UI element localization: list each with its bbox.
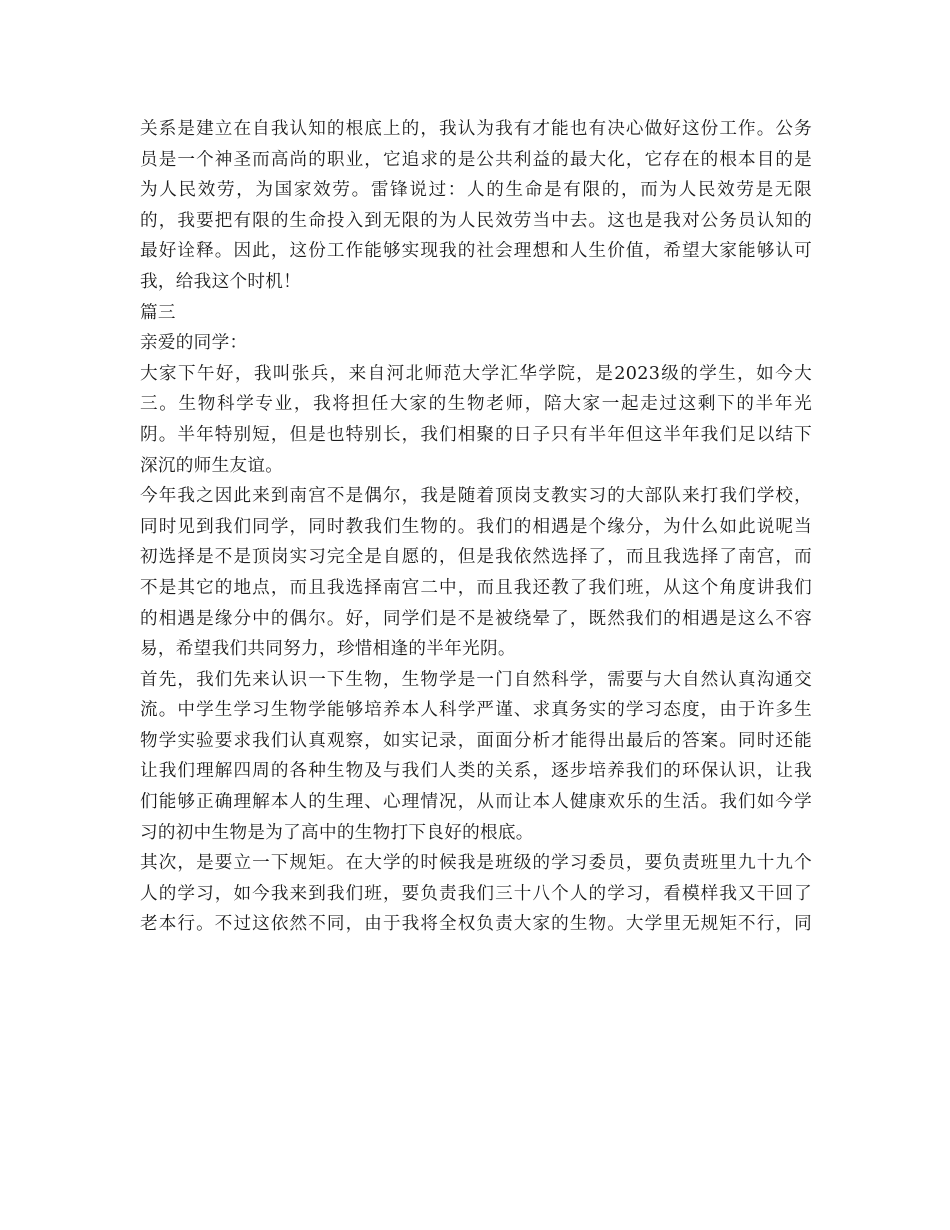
text-line: 关系是建立在自我认知的根底上的，我认为我有才能也有决心做好这份工作。公务 [140,119,812,139]
text-line: 最好诠释。因此，这份工作能够实现我的社会理想和人生价值，希望大家能够认可 [140,241,812,262]
text-line: 老本行。不过这依然不同，由于我将全权负责大家的生物。大学里无规矩不行，同 [140,914,812,935]
text-line: 其次，是要立一下规矩。在大学的时候我是班级的学习委员，要负责班里九十九个 [140,853,812,874]
text-line: 阴。半年特别短，但是也特别长，我们相聚的日子只有半年但这半年我们足以结下 [140,424,812,445]
text-line: 人的学习，如今我来到我们班，要负责我们三十八个人的学习，看模样我又干回了 [140,883,812,904]
text-line: 大家下午好，我叫张兵，来自河北师范大学汇华学院，是2023级的学生，如今大 [140,363,812,384]
text-line: 我，给我这个时机！ [140,271,302,292]
text-line: 同时见到我们同学，同时教我们生物的。我们的相遇是个缘分，为什么如此说呢当 [140,516,812,537]
text-line: 不是其它的地点，而且我选择南宫二中，而且我还教了我们班，从这个角度讲我们 [140,577,812,598]
text-line: 们能够正确理解本人的生理、心理情况，从而让本人健康欢乐的生活。我们如今学 [140,792,812,813]
text-line: 亲爱的同学： [140,333,248,354]
text-line: 的，我要把有限的生命投入到无限的为人民效劳当中去。这也是我对公务员认知的 [140,210,812,231]
text-line: 为人民效劳，为国家效劳。雷锋说过：人的生命是有限的，而为人民效劳是无限 [140,180,812,201]
text-line: 的相遇是缘分中的偶尔。好，同学们是不是被绕晕了，既然我们的相遇是这么不容 [140,608,812,629]
text-line: 员是一个神圣而高尚的职业，它追求的是公共利益的最大化，它存在的根本目的是 [140,149,812,170]
text-line: 让我们理解四周的各种生物及与我们人类的关系，逐步培养我们的环保认识，让我 [140,761,812,782]
document-page [140,114,812,940]
text-line: 今年我之因此来到南宫不是偶尔，我是随着顶岗支教实习的大部队来打我们学校， [140,486,812,507]
text-line: 习的初中生物是为了高中的生物打下良好的根底。 [140,822,534,843]
text-line: 初选择是不是顶岗实习完全是自愿的，但是我依然选择了，而且我选择了南宫，而 [140,547,812,568]
text-line: 流。中学生学习生物学能够培养本人科学严谨、求真务实的学习态度，由于许多生 [140,700,812,721]
text-line: 物学实验要求我们认真观察，如实记录，面面分析才能得出最后的答案。同时还能 [140,730,812,751]
text-line: 深沉的师生友谊。 [140,455,284,476]
text-line: 易，希望我们共同努力，珍惜相逢的半年光阴。 [140,639,516,660]
text-line: 首先，我们先来认识一下生物，生物学是一门自然科学，需要与大自然认真沟通交 [140,669,812,690]
text-line: 三。生物科学专业，我将担任大家的生物老师，陪大家一起走过这剩下的半年光 [140,394,812,415]
text-line: 篇三 [140,302,176,323]
